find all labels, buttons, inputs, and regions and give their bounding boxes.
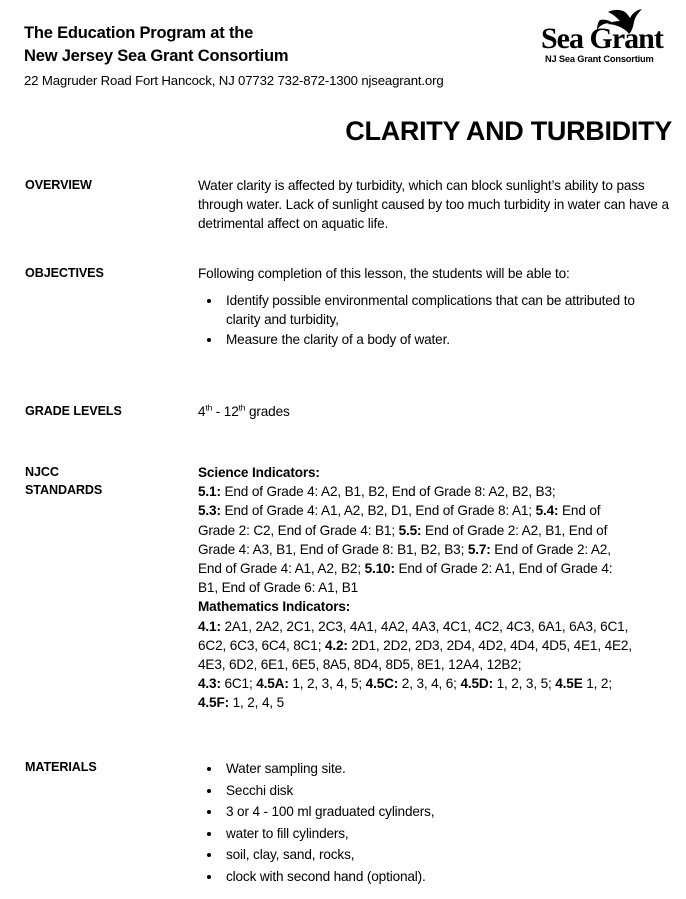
grade-prefix: 4	[198, 404, 206, 419]
standards-line	[198, 559, 672, 578]
standard-text: 2A1, 2A2, 2C1, 2C3, 4A1, 4A2, 4A3, 4C1, 4C2, 4C3, 6A1, 6A3, 6C1,	[220, 618, 629, 634]
standard-code: 4.2:	[324, 637, 348, 653]
overview-text: Water clarity is affected by turbidity, which can block sunlight’s ability to pass through water. Lack of sunlight caused by too much turbidity in water can have a detrimental affect on aquatic life.	[198, 178, 669, 232]
objectives-intro: Following completion of this lesson, the students will be able to:	[198, 266, 570, 281]
list-item	[198, 866, 672, 888]
standard-code: 4.3:	[198, 676, 221, 692]
section-label-overview: OVERVIEW	[25, 178, 92, 192]
list-item	[198, 758, 672, 780]
standard-text: End of Grade 2: A2,	[490, 541, 611, 557]
standards-line	[198, 693, 672, 712]
list-item	[198, 801, 672, 823]
materials-body	[198, 758, 672, 887]
njcc-label-line-1: NJCC	[25, 465, 59, 479]
standards-line	[198, 636, 672, 655]
org-address: 22 Magruder Road Fort Hancock, NJ 07732 732-872-1300 njseagrant.org	[24, 73, 444, 88]
bullet-icon	[207, 767, 211, 771]
standard-text: Grade 4: A3, B1, End of Grade 8: B1, B2, B3;	[198, 541, 468, 557]
standard-code: 5.5:	[398, 522, 422, 538]
standard-text: End of Grade 2: A2, B1, End of	[421, 522, 608, 538]
bullet-icon	[207, 832, 211, 836]
logo-subtitle: NJ Sea Grant Consortium	[545, 54, 654, 64]
logo-wordmark: Sea Grant	[541, 22, 663, 55]
materials-list	[198, 758, 672, 887]
bullet-icon	[207, 875, 211, 879]
science-indicators-heading: Science Indicators:	[198, 465, 320, 480]
standard-code: 4.1:	[198, 618, 221, 634]
standard-code: 4.5D:	[460, 676, 493, 692]
org-name-line-2: New Jersey Sea Grant Consortium	[24, 47, 289, 65]
bullet-icon	[207, 810, 211, 814]
standard-text: 1, 2, 3, 5;	[492, 676, 556, 692]
section-label-objectives: OBJECTIVES	[25, 266, 104, 280]
list-item	[198, 823, 672, 845]
list-item-label: soil, clay, sand, rocks,	[226, 847, 355, 862]
standard-text: 6C2, 6C3, 6C4, 8C1;	[198, 637, 325, 653]
bullet-icon	[207, 338, 211, 342]
standard-text: End of Grade 2: A1, End of Grade 4:	[394, 561, 613, 577]
list-item-label: 3 or 4 - 100 ml graduated cylinders,	[226, 804, 435, 819]
standard-text: Grade 2: C2, End of Grade 4: B1;	[198, 522, 399, 538]
standard-code: 4.5F:	[198, 695, 229, 711]
math-indicators-lines	[198, 617, 672, 713]
grade-sup-1: th	[205, 402, 213, 413]
letterhead	[24, 22, 524, 90]
standards-line	[198, 521, 672, 540]
section-label-njcc-standards	[25, 463, 190, 499]
standard-code: 5.7:	[467, 541, 491, 557]
standard-text: End of Grade 4: A1, A2, B2, D1, End of Grade 8: A1;	[220, 503, 536, 519]
standards-line	[198, 655, 672, 674]
grade-sup-2: th	[238, 402, 246, 413]
list-item-label: Water sampling site.	[226, 761, 346, 776]
standard-text: End of Grade 4: A2, B1, B2, End of Grade 8: A2, B2, B3;	[220, 484, 556, 500]
standards-line	[198, 617, 672, 636]
bullet-icon	[207, 853, 211, 857]
njcc-label-line-2: STANDARDS	[25, 483, 103, 497]
njcc-standards-body	[198, 463, 672, 713]
org-name-line-1: The Education Program at the	[24, 24, 254, 42]
standard-code: 4.5C:	[365, 676, 399, 692]
standards-line	[198, 578, 672, 597]
standard-code: 5.4:	[535, 503, 559, 519]
standard-code: 4.5A:	[256, 676, 289, 692]
science-indicators-lines	[198, 482, 672, 597]
standard-text: 2D1, 2D2, 2D3, 2D4, 4D2, 4D4, 4D5, 4E1, 4E2,	[347, 637, 632, 653]
standard-code: 5.1:	[198, 484, 221, 500]
standard-text: 4E3, 6D2, 6E1, 6E5, 8A5, 8D4, 8D5, 8E1, 12A4, 12B2;	[198, 657, 522, 673]
section-label-grade-levels: GRADE LEVELS	[25, 404, 122, 418]
standard-text: 1, 2, 4, 5	[228, 695, 285, 711]
objectives-list	[198, 291, 672, 349]
standards-line	[198, 482, 672, 501]
standard-code: 4.5E	[555, 676, 583, 692]
standard-text: 6C1;	[220, 676, 257, 692]
standard-text: 2, 3, 4, 6;	[398, 676, 461, 692]
list-item	[198, 291, 672, 329]
overview-body	[198, 176, 672, 234]
section-label-materials: MATERIALS	[25, 760, 97, 774]
list-item	[198, 780, 672, 802]
spacer	[198, 283, 672, 291]
standard-text: End of	[558, 503, 601, 519]
objectives-body	[198, 264, 672, 349]
standard-code: 5.3:	[198, 503, 221, 519]
list-item	[198, 330, 672, 349]
list-item	[198, 844, 672, 866]
grade-mid: - 12	[212, 404, 239, 419]
list-item-label: clock with second hand (optional).	[226, 868, 426, 884]
list-item-label: Measure the clarity of a body of water.	[226, 331, 450, 347]
standards-line	[198, 674, 672, 693]
standard-text: 1, 2;	[582, 676, 612, 692]
grade-levels-value	[198, 402, 672, 421]
standards-line	[198, 540, 672, 559]
list-item-label: Secchi disk	[226, 782, 294, 798]
standard-text: 1, 2, 3, 4, 5;	[288, 676, 366, 692]
standard-code: 5.10:	[364, 561, 395, 577]
standards-line	[198, 501, 672, 520]
bullet-icon	[207, 299, 211, 303]
math-indicators-heading: Mathematics Indicators:	[198, 599, 351, 615]
sea-grant-logo	[538, 8, 674, 70]
list-item-label: water to fill cylinders,	[226, 825, 349, 841]
grade-levels-body	[198, 402, 672, 421]
list-item-label: Identify possible environmental complications that can be attributed to clarity and turbidity,	[226, 293, 635, 328]
page-title: CLARITY AND TURBIDITY	[345, 116, 672, 146]
standard-text: B1, End of Grade 6: A1, B1	[198, 580, 359, 596]
standard-text: End of Grade 4: A1, A2, B2;	[198, 561, 365, 577]
grade-suffix: grades	[245, 404, 290, 419]
bullet-icon	[207, 789, 211, 793]
